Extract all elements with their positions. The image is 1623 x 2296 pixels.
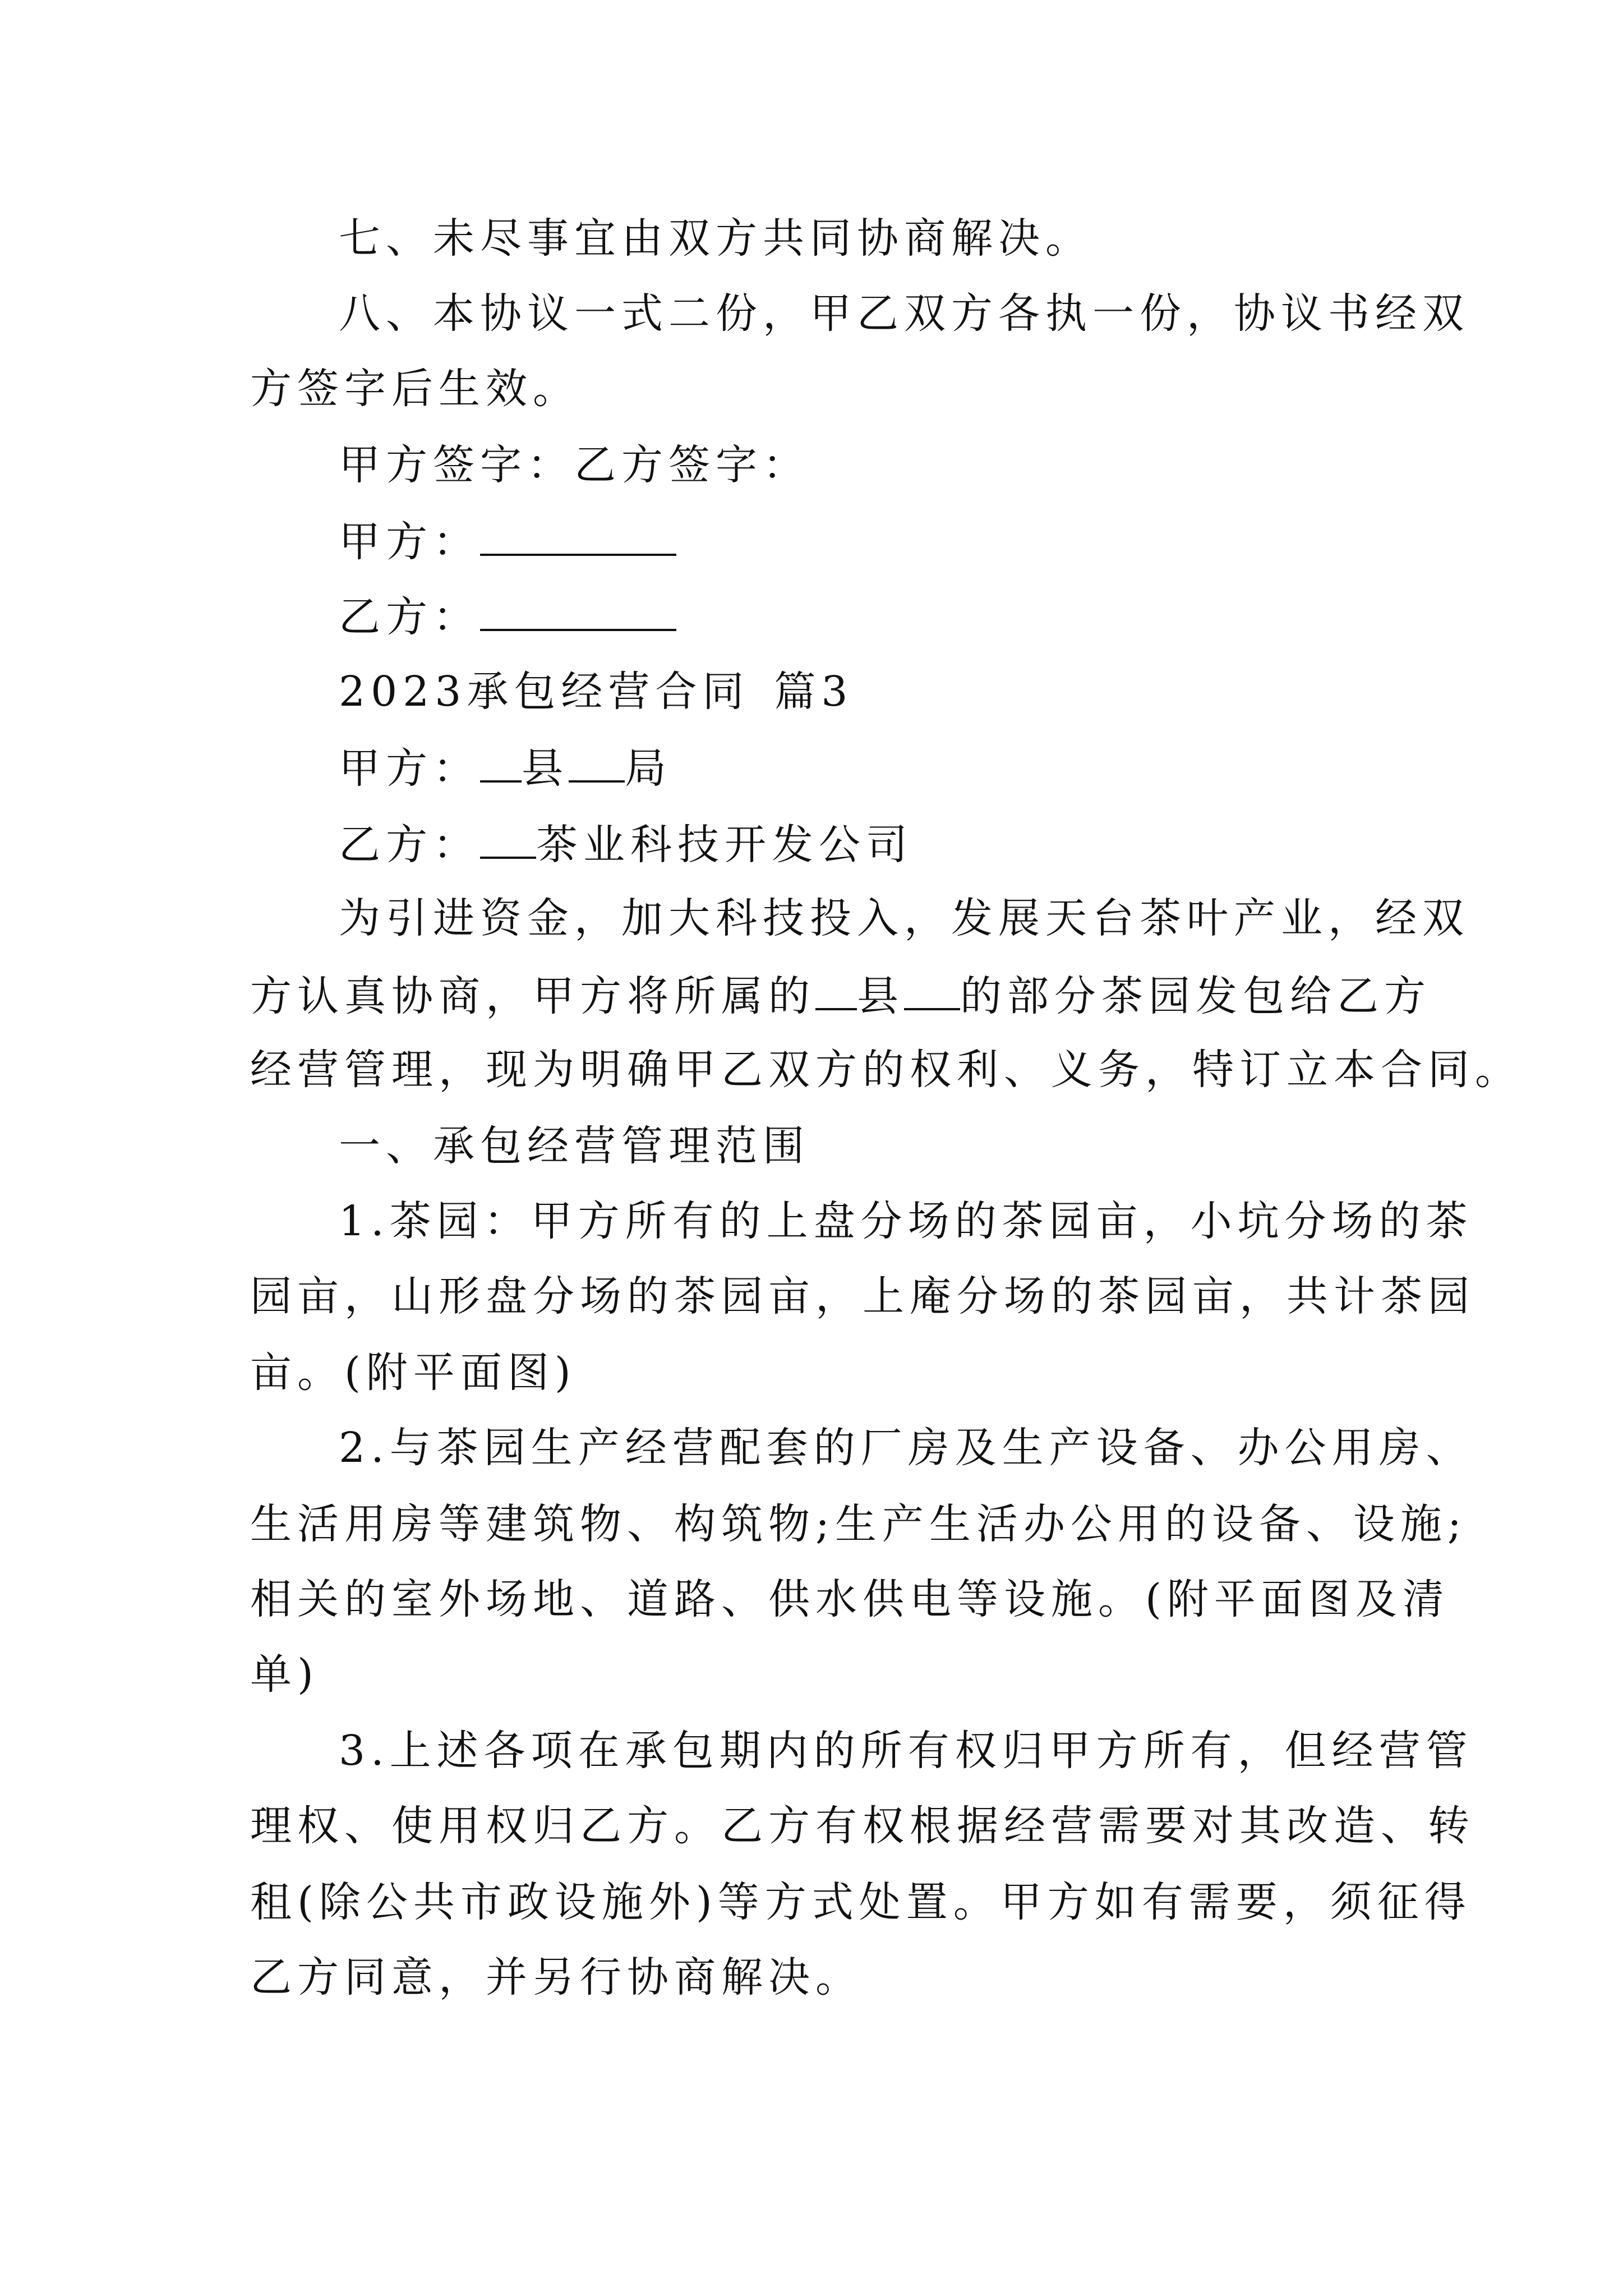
intro-line-1: 为引进资金，加大科技投入，发展天台茶叶产业，经双: [339, 894, 1469, 942]
item-2-line-4: 单): [250, 1650, 319, 1699]
item-1-line-1: 1.茶园：甲方所有的上盘分场的茶园亩，小坑分场的茶: [339, 1197, 1473, 1245]
clause-8-line-1: 八、本协议一式二份，甲乙双方各执一份，协议书经双: [339, 289, 1469, 338]
party-b-label: 乙方：: [339, 593, 480, 641]
contract3-party-b: 乙方： 茶业科技开发公司: [339, 815, 913, 873]
item-2-line-1: 2.与茶园生产经营配套的厂房及生产设备、办公用房、: [339, 1424, 1473, 1472]
item-2-line-3: 相关的室外场地、道路、供水供电等设施。(附平面图及清: [250, 1575, 1450, 1623]
item-3-line-2: 理权、使用权归乙方。乙方有权根据经营需要对其改造、转: [250, 1802, 1475, 1850]
bureau-blank: [569, 739, 625, 783]
item-1-line-2: 园亩，山形盘分场的茶园亩，上庵分场的茶园亩，共计茶园: [250, 1272, 1475, 1320]
heading-1: 一、承包经营管理范围: [339, 1122, 810, 1170]
contract3-party-a: 甲方： 县 局: [339, 739, 672, 797]
county-blank: [480, 739, 522, 783]
item-1-line-3: 亩。(附平面图): [250, 1349, 577, 1397]
intro-line-3: 经营管理，现为明确甲乙双方的权利、义务，特订立本合同。: [250, 1046, 1522, 1094]
item-3-line-3: 租(除公共市政设施外)等方式处置。甲方如有需要，须征得: [250, 1878, 1472, 1926]
section-title: 2023承包经营合同: [339, 668, 750, 716]
section-number: 篇3: [774, 668, 854, 716]
intro-place-blank: [904, 967, 960, 1010]
party-b-blank: [480, 587, 676, 631]
signature-line: 甲方签字：乙方签字：: [339, 441, 810, 489]
party-b-signature: [339, 587, 676, 645]
intro-county-blank: [815, 967, 857, 1010]
party-a-signature: [339, 512, 676, 570]
item-2-line-2: 生活用房等建筑物、构筑物;生产生活办公用的设备、设施;: [250, 1500, 1467, 1548]
company-blank: [480, 815, 536, 859]
clause-7: 七、未尽事宜由双方共同协商解决。: [339, 214, 1092, 263]
intro-line-2: 方认真协商，甲方将所属的 县 的部分茶园发包给乙方: [250, 967, 1431, 1024]
party-a-blank: [480, 512, 676, 556]
party-a-label: 甲方：: [339, 518, 480, 566]
section-heading: [339, 664, 853, 720]
clause-8-line-2: 方签字后生效。: [250, 365, 580, 413]
item-3-line-4: 乙方同意，并另行协商解决。: [250, 1953, 863, 2001]
item-3-line-1: 3.上述各项在承包期内的所有权归甲方所有，但经营管: [339, 1727, 1473, 1775]
